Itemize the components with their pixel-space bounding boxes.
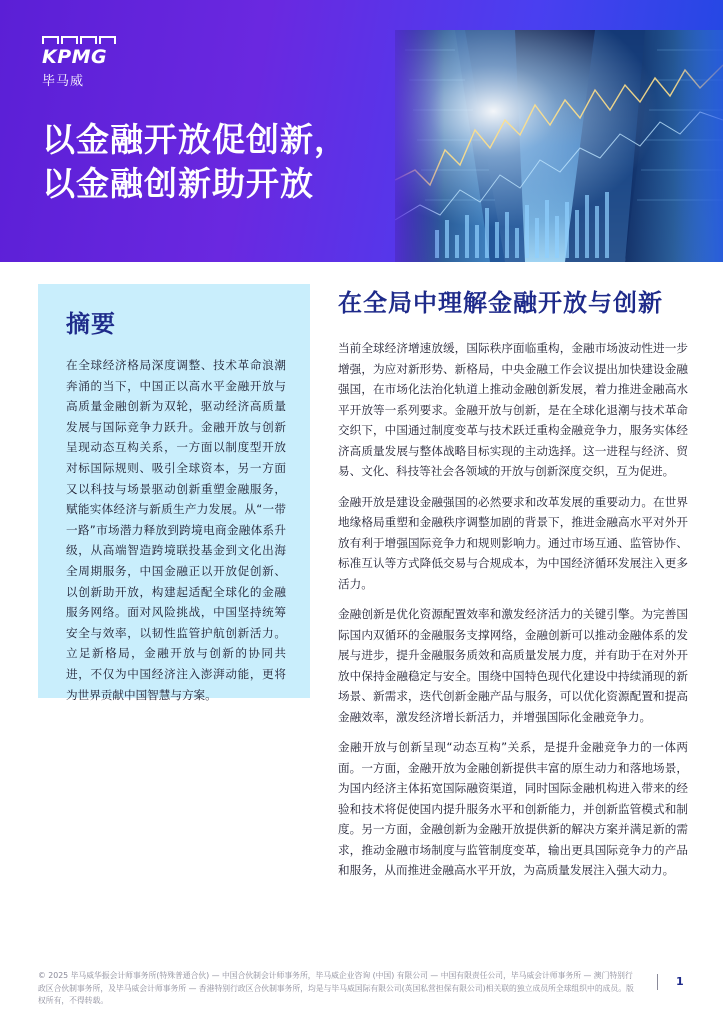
main-content <box>338 280 688 891</box>
abstract-heading: 摘要 <box>66 310 116 338</box>
paragraph: 金融创新是优化资源配置效率和激发经济活力的关键引擎。为完善国际国内双循环的金融服务支撑网络，金融创新可以推动金融体系的发展与进步，提升金融服务质效和高质量发展力度，并有助于在对外开放中保持金融稳定与安全。围绕中国特色现代化建设中持续涌现的新场景、新需求，迭代创新金融产品与服务，可以优化资源配置和提高金融效率，激发经济增长新活力，并增强国际化金融竞争力。 <box>338 607 688 724</box>
page-title <box>42 118 348 206</box>
title-line-2: 以金融创新助开放 <box>42 164 314 203</box>
kpmg-wordmark: KPMG <box>42 40 107 68</box>
hero-image-skyscrapers-chart <box>395 30 723 262</box>
paragraph: 金融开放是建设金融强国的必然要求和改革发展的重要动力。在世界地缘格局重塑和金融秩序调整加剧的背景下，推进金融高水平对外开放有利于增强国际竞争力和规则影响力。通过市场互通、监管协作、标准互认等方式降低交易与合规成本，为中国经济循环发展注入更多活力。 <box>338 494 688 591</box>
abstract-panel <box>38 284 310 702</box>
kpmg-chinese-name: 毕马威 <box>42 74 85 89</box>
section-heading: 在全局中理解金融开放与创新 <box>338 289 663 317</box>
paragraph: 当前全球经济增速放缓，国际秩序面临重构，金融市场波动性进一步增强，为应对新形势、新格局，中央金融工作会议提出加快建设金融强国，在市场化法治化轨道上推动金融创新发展，着力推进金融高水平开放等一系列要求。金融开放与创新，是在全球化退潮与技术革命交织下，中国通过制度变革与技术跃迁重构金融竞争力，服务实体经济高质量发展与整体战略目标实现的主动选择。这一进程与经济、贸易、文化、科技等社会各领域的开放与创新深度交织，互为促进。 <box>338 341 688 478</box>
page-number: 1 <box>676 975 684 988</box>
kpmg-logo-boxes <box>42 36 116 44</box>
footer-copyright: © 2025 毕马威华振会计师事务所(特殊普通合伙) — 中国合伙制会计师事务所，毕马威企业咨询 (中国) 有限公司 — 中国有限责任公司，毕马威会计师事务所 — 澳门特别行政区合伙制事务所，及毕马威会计师事务所 — 香港特别行政区合伙制事务所，均是与毕马威国际有限公司(英国私营担保有限公司)相关联的独立成员所全球组织中的成员。版权所有，不得转载。 <box>38 971 634 1006</box>
paragraph: 金融开放与创新呈现“动态互构”关系，是提升金融竞争力的一体两面。一方面，金融开放为金融创新提供丰富的原生动力和落地场景，为国内经济主体拓宽国际融资渠道，同时国际金融机构进入带来的经验和技术将促使国内提升服务水平和创新能力，并创新监管模式和制度。另一方面，金融创新为金融开放提供新的解决方案并满足新的需求，推动金融市场制度与监管制度变革，输出更具国际竞争力的产品和服务，从而推进金融高水平开放，为高质量发展注入强大动力。 <box>338 740 688 877</box>
abstract-body: 在全球经济格局深度调整、技术革命浪潮奔涌的当下，中国正以高水平金融开放与高质量金融创新为双轮，驱动经济高质量发展与国际竞争力跃升。金融开放与创新呈现动态互构关系，一方面以制度型开放对标国际规则、吸引全球资本，另一方面又以科技与场景驱动创新重塑金融服务，赋能实体经济与新质生产力发展。从“一带一路”市场潜力释放到跨境电商金融体系升级，从高端智造跨境联投基金到文化出海全周期服务，中国金融正以开放促创新、以创新助开放，构建起适配全球化的金融服务网络。面对风险挑战，中国坚持统筹安全与效率，以韧性监管护航创新活力。立足新格局，金融开放与创新的协同共进，不仅为中国经济注入澎湃动能，更将为世界贡献中国智慧与方案。 <box>66 358 286 702</box>
title-line-1: 以金融开放促创新， <box>42 120 348 159</box>
footer-divider <box>657 974 658 990</box>
page-header <box>0 0 723 262</box>
kpmg-logo <box>42 40 107 89</box>
